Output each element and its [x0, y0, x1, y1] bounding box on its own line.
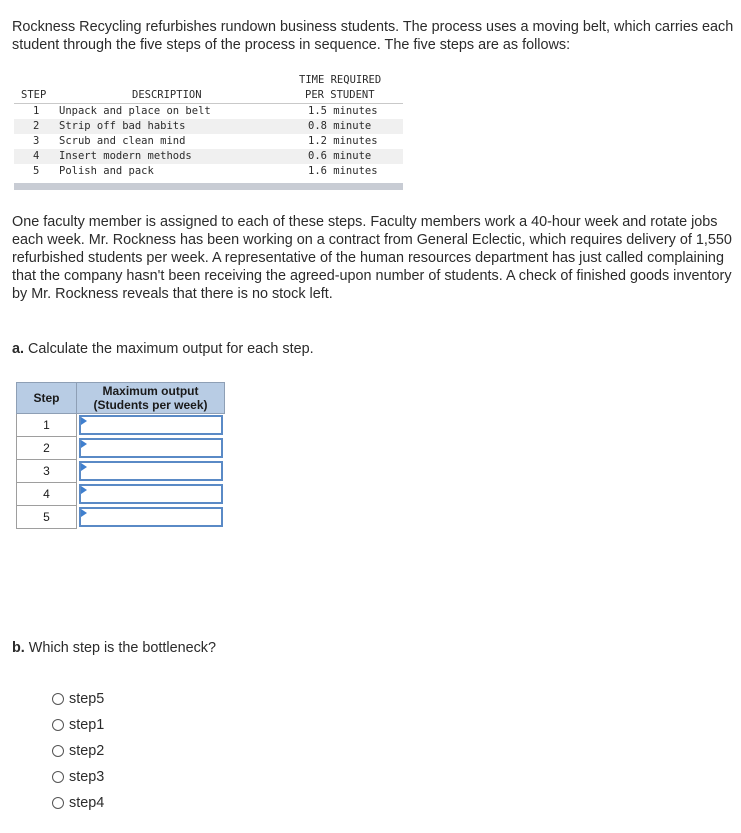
option-step2[interactable] [52, 741, 104, 761]
grid-step-number: 5 [16, 506, 77, 529]
option-label: step2 [69, 743, 105, 759]
step-number: 5 [33, 165, 40, 177]
step-time: 1.2 minutes [308, 135, 378, 147]
step-number: 4 [33, 150, 40, 162]
option-label: step5 [69, 691, 105, 707]
input-marker-icon [81, 417, 87, 425]
table-row [14, 149, 403, 164]
step-number: 2 [33, 120, 40, 132]
step-description: Scrub and clean mind [59, 135, 186, 147]
option-label: step1 [69, 717, 105, 733]
option-label: step3 [69, 769, 105, 785]
option-step1[interactable] [52, 715, 104, 735]
grid-header-output: Maximum output (Students per week) [77, 382, 225, 414]
problem-facts: One faculty member is assigned to each of these steps. Faculty members work a 40-hour week and rotate jobs each week. Mr. Rockness has been working on a contract from General Eclectic, which requires delivery of 1,550 refurbished students per week. A representative of the human resources department has just called complaining that the company hasn't been receiving the agreed-upon number of students. A check of finished goods inventory by Mr. Rockness reveals that there is no stock left. [12, 214, 732, 302]
grid-step-number: 3 [16, 460, 77, 483]
input-marker-icon [81, 463, 87, 471]
input-marker-icon [81, 440, 87, 448]
table-row [14, 119, 403, 134]
radio-button[interactable] [52, 771, 64, 783]
grid-row [16, 414, 225, 437]
grid-row [16, 437, 225, 460]
table-row [14, 164, 403, 179]
problem-intro: Rockness Recycling refurbishes rundown business students. The process uses a moving belt, which carries each student through the five steps of the process in sequence. The five steps are as follows: [12, 19, 734, 53]
grid-row [16, 460, 225, 483]
question-a-label: a. [12, 341, 25, 357]
option-step4[interactable] [52, 793, 104, 813]
grid-step-number: 2 [16, 437, 77, 460]
table-row [14, 104, 403, 119]
option-label: step4 [69, 795, 105, 811]
step-description: Strip off bad habits [59, 120, 186, 132]
header-time-line1: TIME REQUIRED [299, 74, 382, 86]
radio-button[interactable] [52, 693, 64, 705]
question-a [12, 340, 314, 358]
radio-button[interactable] [52, 797, 64, 809]
max-output-input-step4[interactable] [79, 484, 223, 504]
step-number: 3 [33, 135, 40, 147]
grid-step-number: 1 [16, 414, 77, 437]
input-marker-icon [81, 486, 87, 494]
header-time-line2: PER STUDENT [305, 89, 375, 101]
question-b [12, 639, 216, 657]
question-a-text: Calculate the maximum output for each step. [28, 341, 314, 357]
answer-grid [16, 382, 225, 530]
header-description: DESCRIPTION [132, 89, 202, 101]
grid-step-number: 4 [16, 483, 77, 506]
radio-button[interactable] [52, 745, 64, 757]
max-output-input-step2[interactable] [79, 438, 223, 458]
header-step: STEP [21, 89, 47, 101]
step-description: Polish and pack [59, 165, 154, 177]
steps-table [14, 73, 403, 190]
input-marker-icon [81, 509, 87, 517]
step-number: 1 [33, 105, 40, 117]
question-b-label: b. [12, 640, 25, 656]
step-time: 1.6 minutes [308, 165, 378, 177]
question-b-text: Which step is the bottleneck? [28, 640, 216, 656]
step-time: 0.6 minute [308, 150, 372, 162]
step-description: Unpack and place on belt [59, 105, 211, 117]
table-row [14, 134, 403, 149]
grid-row [16, 483, 225, 506]
steps-table-header [14, 73, 403, 104]
grid-row [16, 506, 225, 529]
option-step5[interactable] [52, 689, 104, 709]
step-description: Insert modern methods [59, 150, 192, 162]
max-output-input-step1[interactable] [79, 415, 223, 435]
grid-header-step: Step [16, 382, 77, 414]
radio-button[interactable] [52, 719, 64, 731]
option-step3[interactable] [52, 767, 104, 787]
step-time: 1.5 minutes [308, 105, 378, 117]
table-bottom-bar [14, 183, 403, 190]
step-time: 0.8 minute [308, 120, 372, 132]
max-output-input-step3[interactable] [79, 461, 223, 481]
max-output-input-step5[interactable] [79, 507, 223, 527]
